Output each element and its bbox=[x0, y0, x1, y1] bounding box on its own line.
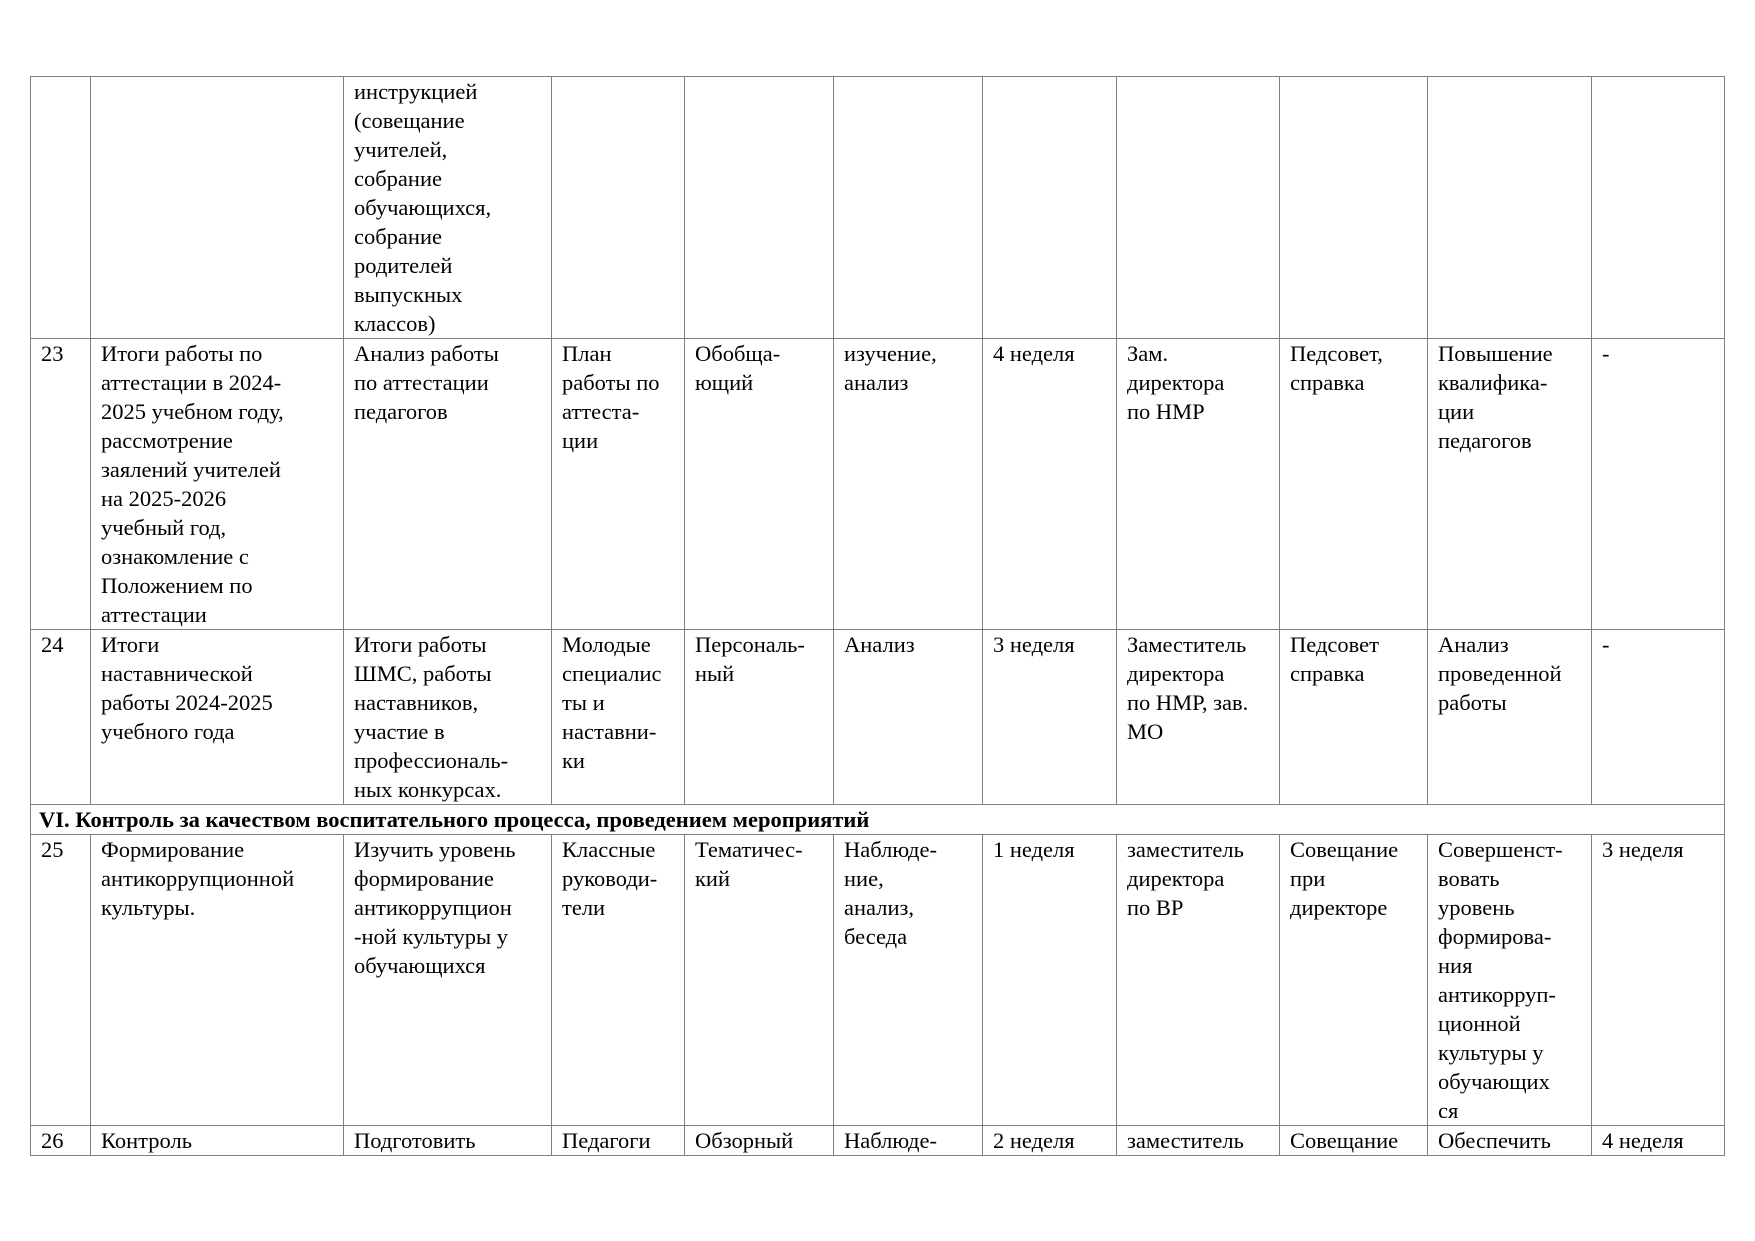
cell-text: Заместитель директора по НМР, зав. МО bbox=[1127, 632, 1249, 744]
followup-cell bbox=[1592, 77, 1725, 339]
cell-text: Наблюде- ние, анализ, беседа bbox=[844, 837, 937, 949]
cell-text: Анализ работы по аттестации педагогов bbox=[354, 341, 499, 424]
cell-text: 23 bbox=[41, 341, 64, 366]
type-cell bbox=[685, 835, 834, 1126]
object-cell bbox=[552, 630, 685, 805]
summary-cell bbox=[1280, 339, 1428, 630]
cell-text: заместитель директора по ВР bbox=[1127, 837, 1244, 920]
cell-text: 3 неделя bbox=[1602, 837, 1684, 862]
cell-text: Обеспечить bbox=[1438, 1128, 1551, 1153]
cell-text: Подготовить bbox=[354, 1128, 476, 1153]
topic-cell bbox=[91, 77, 344, 339]
cell-text: Обзорный bbox=[695, 1128, 794, 1153]
cell-text: Тематичес- кий bbox=[695, 837, 803, 891]
table-row bbox=[31, 1126, 1725, 1156]
cell-text: Итоги работы по аттестации в 2024- 2025 учебном году, рассмотрение заялений учителей на 2025-2026 учебный год, ознакомление с Положением по аттестации bbox=[101, 341, 284, 627]
cell-text: 1 неделя bbox=[993, 837, 1075, 862]
method-cell bbox=[834, 339, 983, 630]
decision-cell bbox=[1428, 1126, 1592, 1156]
object-cell bbox=[552, 1126, 685, 1156]
topic-cell bbox=[91, 630, 344, 805]
method-cell bbox=[834, 1126, 983, 1156]
cell-text: 25 bbox=[41, 837, 64, 862]
type-cell bbox=[685, 1126, 834, 1156]
topic-cell bbox=[91, 1126, 344, 1156]
goal-cell bbox=[344, 630, 552, 805]
cell-text: План работы по аттеста- ции bbox=[562, 341, 660, 453]
cell-text: 4 неделя bbox=[1602, 1128, 1684, 1153]
cell-text: Анализ bbox=[844, 632, 915, 657]
control-plan-table bbox=[30, 76, 1725, 1156]
cell-text: Обобща- ющий bbox=[695, 341, 781, 395]
cell-text: - bbox=[1602, 632, 1610, 657]
timing-cell bbox=[983, 630, 1117, 805]
cell-text: заместитель bbox=[1127, 1128, 1244, 1153]
cell-text: 3 неделя bbox=[993, 632, 1075, 657]
decision-cell bbox=[1428, 835, 1592, 1126]
decision-cell bbox=[1428, 339, 1592, 630]
goal-cell bbox=[344, 835, 552, 1126]
decision-cell bbox=[1428, 77, 1592, 339]
timing-cell bbox=[983, 835, 1117, 1126]
decision-cell bbox=[1428, 630, 1592, 805]
followup-cell bbox=[1592, 1126, 1725, 1156]
responsible-cell bbox=[1117, 835, 1280, 1126]
cell-text: Итоги наставнической работы 2024-2025 учебного года bbox=[101, 632, 273, 744]
cell-text: 4 неделя bbox=[993, 341, 1075, 366]
cell-text: Педагоги bbox=[562, 1128, 651, 1153]
number-cell bbox=[31, 630, 91, 805]
table-body bbox=[31, 77, 1725, 1156]
cell-text: Совещание bbox=[1290, 1128, 1399, 1153]
number-cell bbox=[31, 835, 91, 1126]
object-cell bbox=[552, 77, 685, 339]
responsible-cell bbox=[1117, 1126, 1280, 1156]
topic-cell bbox=[91, 835, 344, 1126]
cell-text: Педсовет, справка bbox=[1290, 341, 1383, 395]
table-row bbox=[31, 77, 1725, 339]
topic-cell bbox=[91, 339, 344, 630]
summary-cell bbox=[1280, 835, 1428, 1126]
cell-text: Контроль bbox=[101, 1128, 192, 1153]
method-cell bbox=[834, 835, 983, 1126]
cell-text: 26 bbox=[41, 1128, 64, 1153]
cell-text: Наблюде- bbox=[844, 1128, 937, 1153]
followup-cell bbox=[1592, 835, 1725, 1126]
timing-cell bbox=[983, 77, 1117, 339]
object-cell bbox=[552, 339, 685, 630]
cell-text: 24 bbox=[41, 632, 64, 657]
cell-text: инструкцией (совещание учителей, собрание обучающихся, собрание родителей выпускных классов) bbox=[354, 79, 492, 336]
goal-cell bbox=[344, 339, 552, 630]
followup-cell bbox=[1592, 339, 1725, 630]
followup-cell bbox=[1592, 630, 1725, 805]
method-cell bbox=[834, 77, 983, 339]
cell-text: Повышение квалифика- ции педагогов bbox=[1438, 341, 1553, 453]
cell-text: Совещание при директоре bbox=[1290, 837, 1399, 920]
number-cell bbox=[31, 1126, 91, 1156]
cell-text: Молодые специалис ты и наставни- ки bbox=[562, 632, 662, 773]
cell-text: Совершенст- вовать уровень формирова- ния антикорруп- ционной культуры у обучающих ся bbox=[1438, 837, 1563, 1123]
table-row bbox=[31, 630, 1725, 805]
timing-cell bbox=[983, 1126, 1117, 1156]
summary-cell bbox=[1280, 77, 1428, 339]
summary-cell bbox=[1280, 1126, 1428, 1156]
cell-text: Формирование антикоррупционной культуры. bbox=[101, 837, 295, 920]
type-cell bbox=[685, 630, 834, 805]
table-row bbox=[31, 339, 1725, 630]
section-header-row bbox=[31, 805, 1725, 835]
number-cell bbox=[31, 77, 91, 339]
responsible-cell bbox=[1117, 339, 1280, 630]
number-cell bbox=[31, 339, 91, 630]
timing-cell bbox=[983, 339, 1117, 630]
cell-text: изучение, анализ bbox=[844, 341, 937, 395]
goal-cell bbox=[344, 1126, 552, 1156]
cell-text: Итоги работы ШМС, работы наставников, участие в профессиональ- ных конкурсах. bbox=[354, 632, 509, 802]
type-cell bbox=[685, 339, 834, 630]
cell-text: Педсовет справка bbox=[1290, 632, 1379, 686]
responsible-cell bbox=[1117, 630, 1280, 805]
method-cell bbox=[834, 630, 983, 805]
cell-text: 2 неделя bbox=[993, 1128, 1075, 1153]
cell-text: Изучить уровень формирование антикоррупцион -ной культуры у обучающихся bbox=[354, 837, 516, 978]
type-cell bbox=[685, 77, 834, 339]
cell-text: Классные руководи- тели bbox=[562, 837, 658, 920]
object-cell bbox=[552, 835, 685, 1126]
responsible-cell bbox=[1117, 77, 1280, 339]
cell-text: - bbox=[1602, 341, 1610, 366]
summary-cell bbox=[1280, 630, 1428, 805]
table-row bbox=[31, 835, 1725, 1126]
cell-text: Анализ проведенной работы bbox=[1438, 632, 1562, 715]
section-title: VI. Контроль за качеством воспитательного процесса, проведением мероприятий bbox=[31, 805, 1725, 835]
cell-text: Зам. директора по НМР bbox=[1127, 341, 1225, 424]
goal-cell bbox=[344, 77, 552, 339]
cell-text: Персональ- ный bbox=[695, 632, 805, 686]
